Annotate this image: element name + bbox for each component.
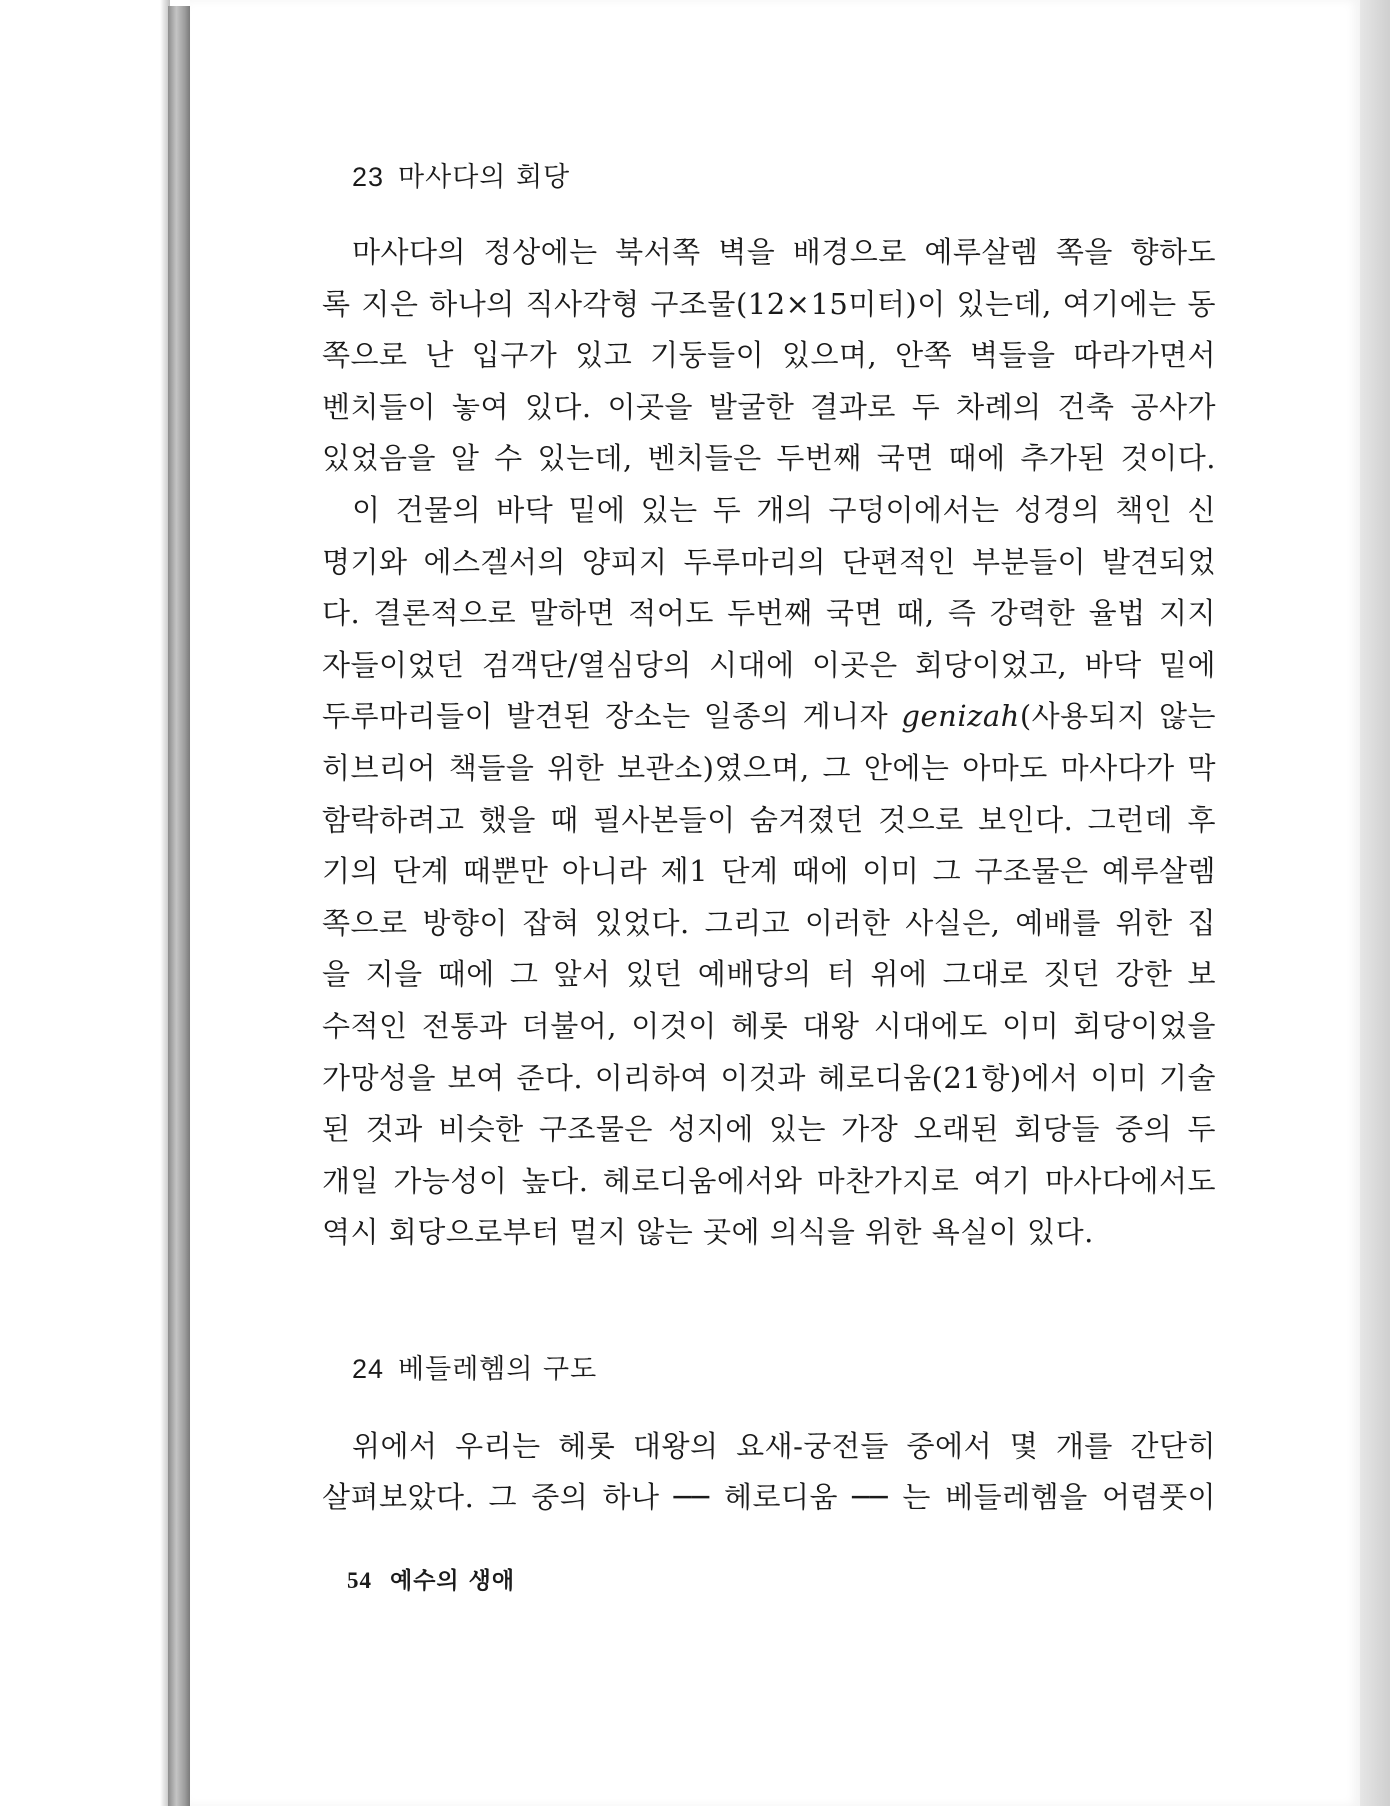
section-23-heading (322, 155, 1216, 199)
text-line: 명기와 에스겔서의 양피지 두루마리의 단편적인 부분들이 발견되었 (322, 544, 1216, 579)
text-line: 마사다의 정상에는 북서쪽 벽을 배경으로 예루살렘 쪽을 향하도 (352, 235, 1216, 269)
text-line: 있었음을 알 수 있는데, 벤치들은 두번째 국면 때에 추가된 것이다. (322, 441, 1216, 476)
text-line: 개일 가능성이 높다. 헤로디움에서와 마찬가지로 여기 마사다에서도 (322, 1163, 1216, 1198)
text-fragment: 두루마리들이 발견된 장소는 일종의 게니자 (322, 699, 902, 734)
page-footer (347, 1562, 515, 1595)
italic-term: genizah (901, 699, 1020, 734)
text-line: 록 지은 하나의 직사각형 구조물(12×15미터)이 있는데, 여기에는 동 (322, 286, 1216, 321)
text-line: 수적인 전통과 더불어, 이것이 헤롯 대왕 시대에도 이미 회당이었을 (322, 1008, 1216, 1043)
text-line: 히브리어 책들을 위한 보관소)였으며, 그 안에는 아마도 마사다가 막 (322, 750, 1216, 785)
page-number: 54 (347, 1568, 372, 1593)
page-right-shadow (1360, 0, 1390, 1806)
text-line: 쪽으로 방향이 잡혀 있었다. 그리고 이러한 사실은, 예배를 위한 집 (322, 905, 1216, 940)
text-line: 이 건물의 바닥 밑에 있는 두 개의 구덩이에서는 성경의 책인 신 (352, 492, 1216, 527)
section-24-heading (322, 1347, 1216, 1391)
text-fragment: (사용되지 않는 (1019, 699, 1216, 734)
text-line: 위에서 우리는 헤롯 대왕의 요새-궁전들 중에서 몇 개를 간단히 (352, 1428, 1216, 1463)
text-line: 가망성을 보여 준다. 이리하여 이것과 헤로디움(21항)에서 이미 기술 (322, 1060, 1216, 1095)
running-title: 예수의 생애 (390, 1567, 516, 1594)
text-line: 된 것과 비슷한 구조물은 성지에 있는 가장 오래된 회당들 중의 두 (322, 1112, 1216, 1147)
text-line: 기의 단계 때뿐만 아니라 제1 단계 때에 이미 그 구조물은 예루살렘 (322, 854, 1216, 889)
text-line: 살펴보았다. 그 중의 하나 ── 헤로디움 ── 는 베들레헴을 어렴풋이 (322, 1480, 1216, 1515)
text-line: 벤치들이 놓여 있다. 이곳을 발굴한 결과로 두 차례의 건축 공사가 (322, 389, 1216, 424)
text-line: 역시 회당으로부터 멀지 않는 곳에 의식을 위한 욕실이 있다. (322, 1215, 1094, 1250)
page-content (322, 155, 1216, 1524)
section-24-number: 24 (352, 1353, 385, 1384)
text-line: 함락하려고 했을 때 필사본들이 숨겨졌던 것으로 보인다. 그런데 후 (322, 802, 1216, 837)
text-line: 을 지을 때에 그 앞서 있던 예배당의 터 위에 그대로 짓던 강한 보 (322, 957, 1216, 992)
book-spine-edge (168, 6, 192, 1806)
section-23-body (322, 227, 1216, 1259)
text-line: 자들이었던 검객단/열심당의 시대에 이곳은 회당이었고, 바닥 밑에 (322, 647, 1216, 682)
text-line-with-italic (322, 691, 1216, 743)
section-24-title: 베들레헴의 구도 (398, 1353, 598, 1385)
section-23-title: 마사다의 회당 (398, 162, 571, 193)
section-24-body (322, 1421, 1216, 1524)
text-line: 다. 결론적으로 말하면 적어도 두번째 국면 때, 즉 강력한 율법 지지 (322, 596, 1216, 631)
section-23-number: 23 (352, 162, 385, 192)
text-line: 쪽으로 난 입구가 있고 기둥들이 있으며, 안쪽 벽들을 따라가면서 (322, 338, 1216, 373)
